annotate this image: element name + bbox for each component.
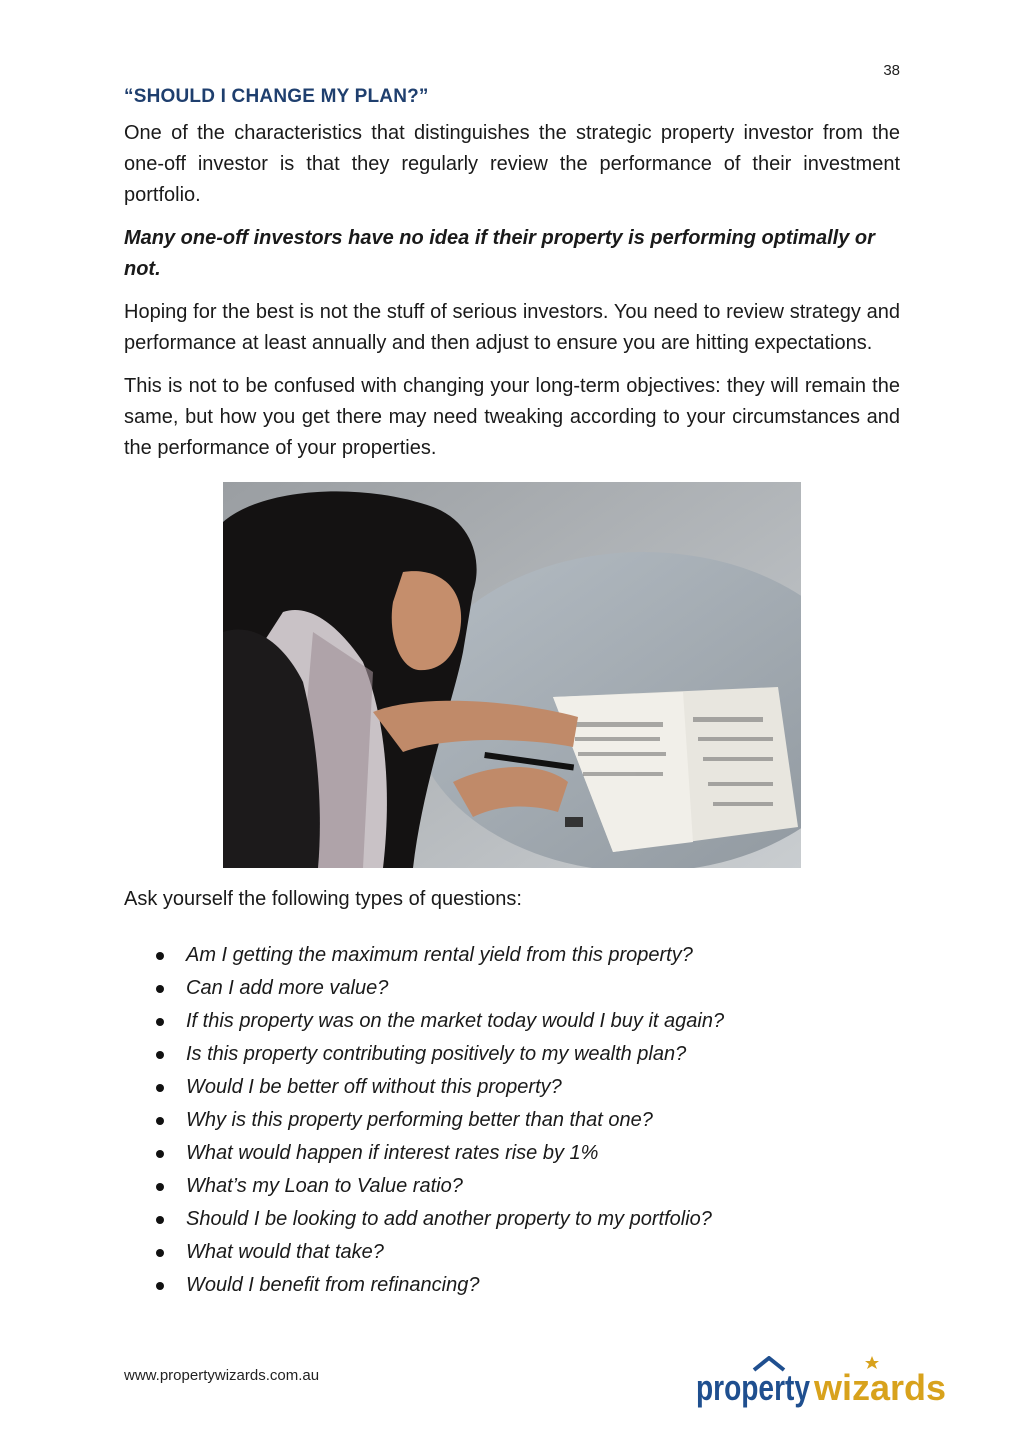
paragraph-intro: One of the characteristics that distinguishes the strategic property investor from the one-off investor is that they regularly review the performance of their investment portfolio.	[124, 122, 900, 206]
list-item: Why is this property performing better than that one?	[154, 1104, 900, 1137]
list-item: Would I be better off without this property?	[154, 1071, 900, 1104]
list-item: Can I add more value?	[154, 972, 900, 1005]
logo-text-wizards: wizards	[813, 1367, 946, 1408]
bullet-icon	[156, 1249, 164, 1257]
list-item: What’s my Loan to Value ratio?	[154, 1170, 900, 1203]
paragraph-objectives: This is not to be confused with changing your long-term objectives: they will remain the same, but how you get there may need tweaking according to your circumstances and the performance of your properties.	[124, 375, 900, 459]
bullet-icon	[156, 1084, 164, 1092]
page-content	[124, 86, 900, 1302]
bullet-icon	[156, 1216, 164, 1224]
paragraph-review: Hoping for the best is not the stuff of serious investors. You need to review strategy and performance at least annually and then adjust to ensure you are hitting expectations.	[124, 301, 900, 354]
bullet-icon	[156, 1051, 164, 1059]
propertywizards-logo	[694, 1356, 950, 1416]
list-item: Should I be looking to add another property to my portfolio?	[154, 1203, 900, 1236]
list-item: What would that take?	[154, 1236, 900, 1269]
list-item: What would happen if interest rates rise by 1%	[154, 1137, 900, 1170]
bullet-icon	[156, 1150, 164, 1158]
list-item: If this property was on the market today would I buy it again?	[154, 1005, 900, 1038]
logo-text-property: property	[696, 1367, 810, 1408]
woman-reading-newspaper-photo	[223, 482, 801, 868]
bullet-icon	[156, 985, 164, 993]
ask-intro: Ask yourself the following types of questions:	[124, 888, 522, 910]
list-item: Am I getting the maximum rental yield from this property?	[154, 939, 900, 972]
list-item: Would I benefit from refinancing?	[154, 1269, 900, 1302]
bullet-icon	[156, 1117, 164, 1125]
page-number: 38	[883, 62, 900, 79]
footer-url[interactable]: www.propertywizards.com.au	[124, 1367, 320, 1384]
paragraph-emphasis: Many one-off investors have no idea if their property is performing optimally or not.	[124, 227, 875, 280]
bullet-icon	[156, 1183, 164, 1191]
bullet-icon	[156, 952, 164, 960]
list-item: Is this property contributing positively to my wealth plan?	[154, 1038, 900, 1071]
bullet-icon	[156, 1282, 164, 1290]
questions-list	[124, 939, 900, 1302]
section-heading: “SHOULD I CHANGE MY PLAN?”	[124, 86, 429, 107]
bullet-icon	[156, 1018, 164, 1026]
